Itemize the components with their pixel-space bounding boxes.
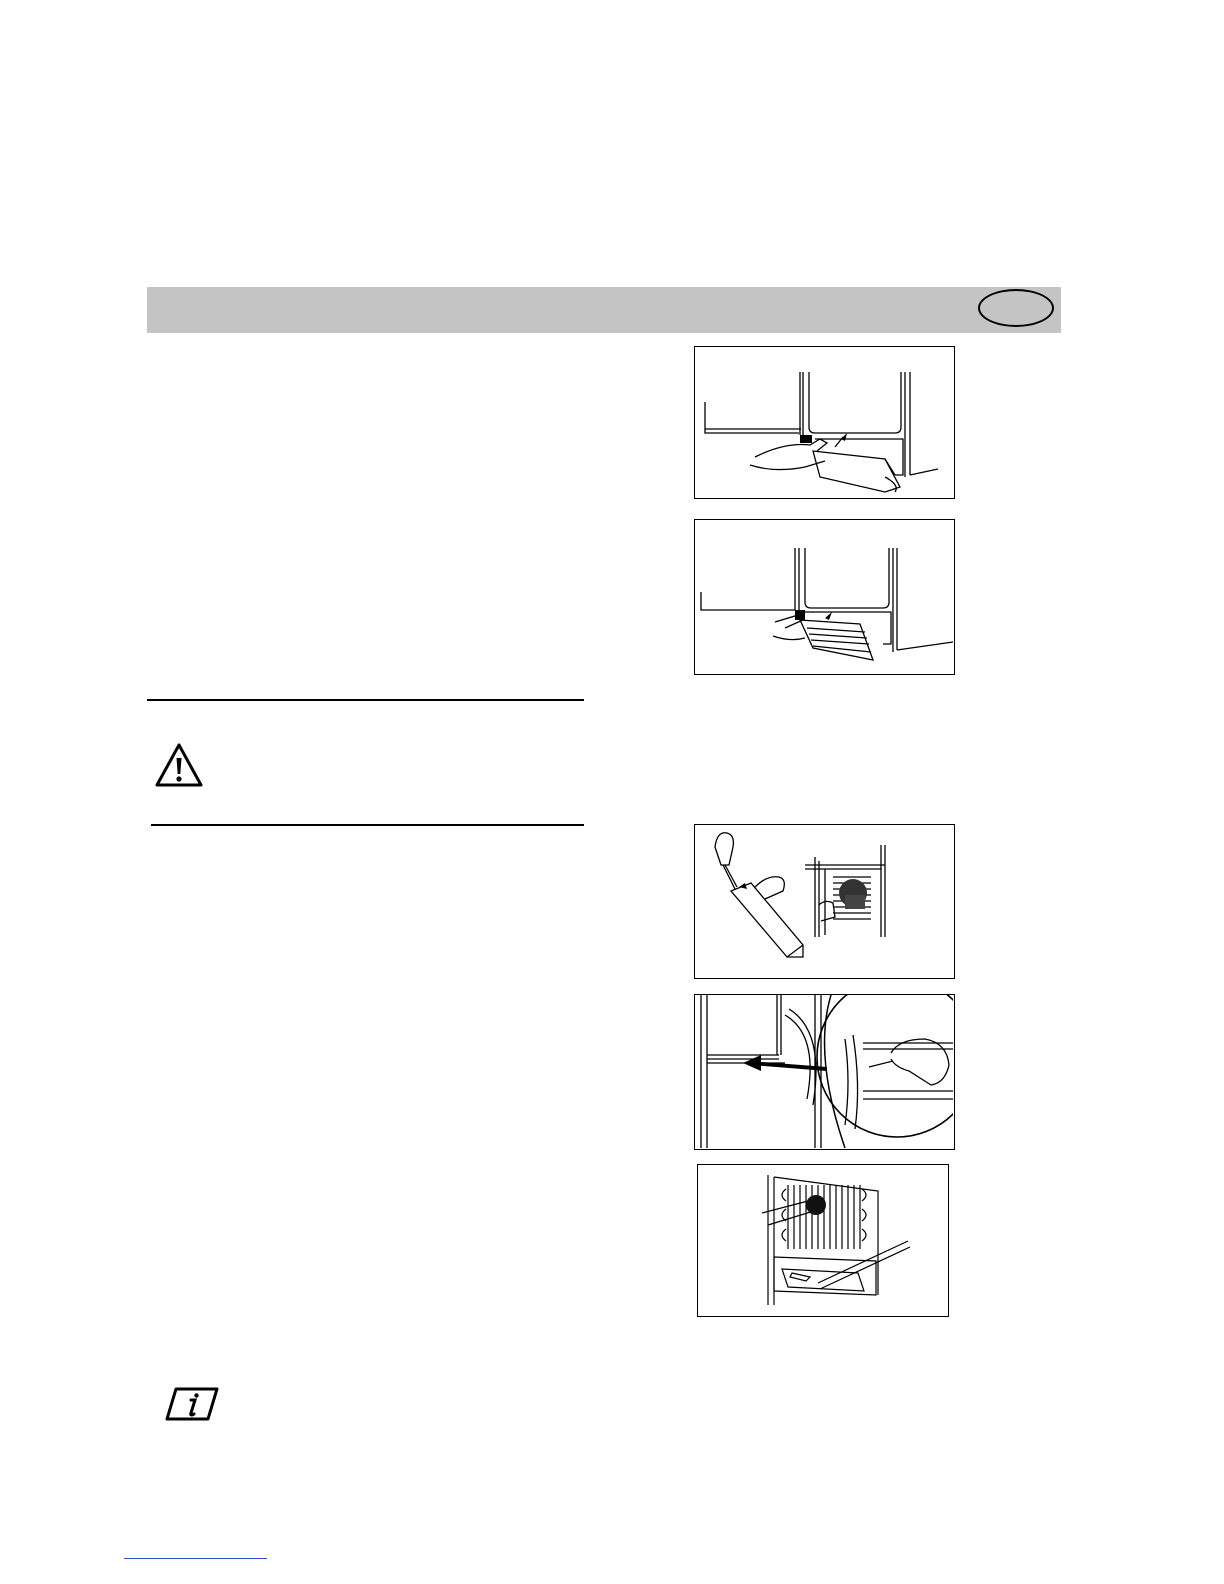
section-header-band xyxy=(147,287,1061,333)
figure-condenser-cleaning xyxy=(697,1164,949,1317)
section-divider-top xyxy=(147,699,584,701)
scraper-cleaning-illustration xyxy=(695,825,953,977)
drain-channel-illustration xyxy=(695,995,953,1148)
figure-grille-removal xyxy=(694,519,955,675)
figure-drain-channel xyxy=(694,994,955,1150)
figure-scraper-cleaning xyxy=(694,824,955,979)
section-divider-bottom xyxy=(151,824,584,826)
info-icon xyxy=(164,1386,220,1422)
footer-link-underline[interactable] xyxy=(124,1558,267,1559)
plinth-removal-illustration xyxy=(695,347,953,497)
figure-plinth-removal xyxy=(694,346,955,499)
condenser-cleaning-illustration xyxy=(698,1165,947,1315)
grille-removal-illustration xyxy=(695,520,953,673)
language-badge xyxy=(978,289,1054,327)
warning-triangle-icon xyxy=(154,742,204,788)
